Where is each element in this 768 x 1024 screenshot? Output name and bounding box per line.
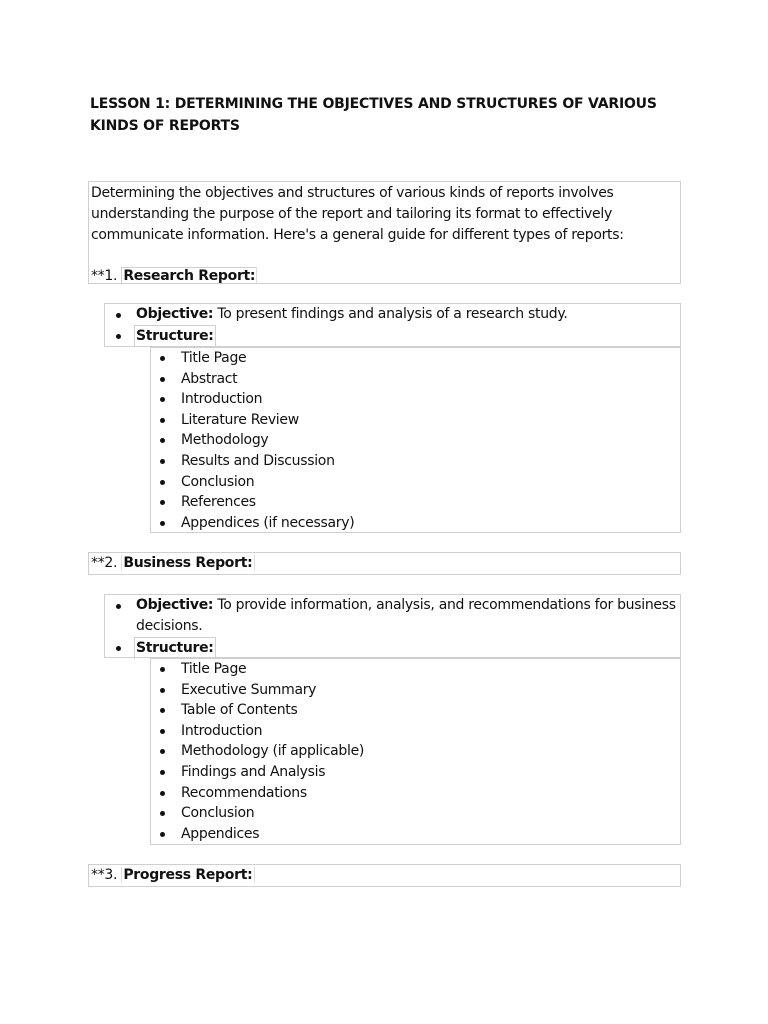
section-heading-business bbox=[88, 552, 681, 575]
list-item: Table of Contents bbox=[151, 700, 680, 721]
list-item: Methodology (if applicable) bbox=[151, 741, 680, 762]
section-title: Progress Report: bbox=[121, 867, 255, 883]
list-item: Findings and Analysis bbox=[151, 762, 680, 783]
list-item: Methodology bbox=[151, 430, 680, 451]
section-heading-line bbox=[91, 865, 680, 886]
section-number: **2. bbox=[91, 555, 118, 571]
objective-text: To present findings and analysis of a research study. bbox=[217, 306, 568, 322]
objective-text: To provide information, analysis, and recommendations for business decisions. bbox=[136, 597, 676, 634]
list-item: References bbox=[151, 492, 680, 513]
list-item: Abstract bbox=[151, 369, 680, 390]
section-title: Research Report: bbox=[123, 268, 256, 284]
structure-label: Structure: bbox=[134, 637, 216, 659]
list-item: Conclusion bbox=[151, 472, 680, 493]
list-item: Conclusion bbox=[151, 803, 680, 824]
section-number: **1. bbox=[91, 268, 118, 284]
business-structure-list bbox=[150, 658, 681, 845]
list-item: Recommendations bbox=[151, 783, 680, 804]
intro-box bbox=[88, 181, 681, 284]
list-item: Results and Discussion bbox=[151, 451, 680, 472]
section-heading-progress bbox=[88, 864, 681, 887]
structure-label: Structure: bbox=[134, 325, 216, 347]
list-item: Literature Review bbox=[151, 410, 680, 431]
intro-paragraph: Determining the objectives and structures of various kinds of reports involves understanding the purpose of the report and tailoring its format to effectively communicate information. Here's a general guide for different types of reports: bbox=[91, 185, 624, 243]
section-title: Business Report: bbox=[121, 555, 255, 571]
research-structure-list bbox=[150, 347, 681, 533]
section-number: **3. bbox=[91, 867, 118, 883]
list-item: Title Page bbox=[151, 659, 680, 680]
objective-label: Objective: bbox=[136, 306, 214, 322]
section-heading-research bbox=[91, 266, 680, 287]
list-item: Introduction bbox=[151, 389, 680, 410]
list-item: Executive Summary bbox=[151, 680, 680, 701]
business-objective-box bbox=[104, 594, 681, 658]
page-title: LESSON 1: DETERMINING THE OBJECTIVES AND STRUCTURES OF VARIOUS KINDS OF REPORTS bbox=[90, 96, 657, 134]
list-item: Introduction bbox=[151, 721, 680, 742]
list-item: Appendices (if necessary) bbox=[151, 513, 680, 534]
list-item bbox=[105, 304, 680, 325]
list-item bbox=[105, 637, 680, 659]
section-heading-line bbox=[91, 553, 680, 574]
list-item: Appendices bbox=[151, 824, 680, 845]
list-item bbox=[105, 325, 680, 347]
list-item bbox=[105, 595, 680, 637]
objective-label: Objective: bbox=[136, 597, 214, 613]
research-objective-box bbox=[104, 303, 681, 347]
list-item: Title Page bbox=[151, 348, 680, 369]
